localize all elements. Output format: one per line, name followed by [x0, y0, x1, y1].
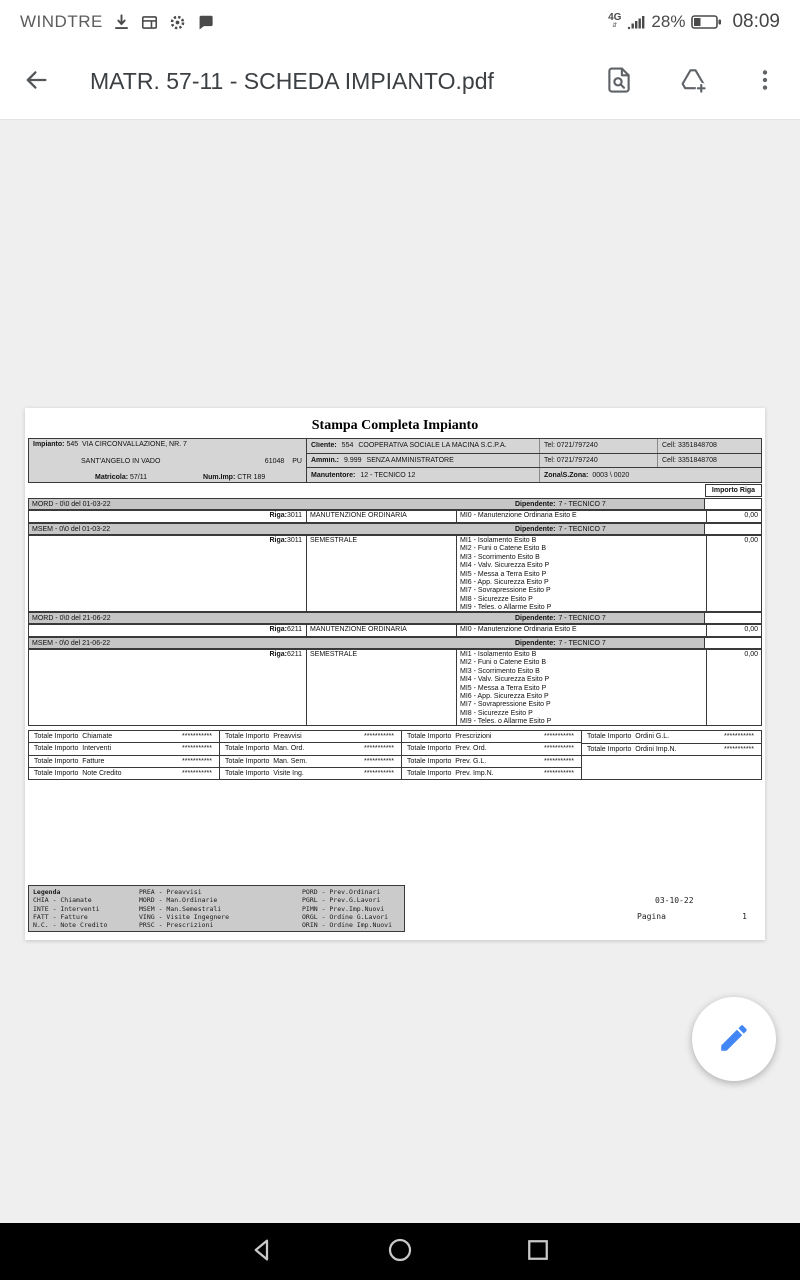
- total-value: ***********: [364, 745, 394, 753]
- row-descrizione: MANUTENZIONE ORDINARIA: [306, 625, 456, 636]
- page-label: Pagina: [637, 912, 666, 921]
- total-value: ***********: [724, 733, 754, 741]
- back-arrow-icon: [22, 66, 50, 97]
- total-label: Totale Importo Ordini Imp.N.: [587, 745, 677, 753]
- riga-label: Riga:: [269, 512, 287, 519]
- esito-line: MI2 - Funi o Catene Esito B: [460, 545, 546, 553]
- esito-line: MI7 - Sovrapressione Esito P: [460, 701, 551, 709]
- band-importo-cell: [705, 498, 762, 510]
- chat-bubble-icon: [196, 13, 215, 32]
- legenda-entry: PREA - Preavvisi: [139, 888, 202, 896]
- dipendente-label: Dipendente:: [515, 639, 556, 647]
- riga-label: Riga:: [269, 537, 287, 544]
- total-value: ***********: [364, 733, 394, 741]
- totals-table: [28, 730, 762, 780]
- total-value: ***********: [182, 733, 212, 741]
- riga-number: 3011: [286, 537, 302, 544]
- riga-number: 3011: [286, 512, 302, 519]
- impianto-address: VIA CIRCONVALLAZIONE, NR. 7: [82, 441, 187, 448]
- esito-line: MI6 - App. Sicurezza Esito P: [460, 579, 549, 587]
- esito-line: MI7 - Sovrapressione Esito P: [460, 587, 551, 595]
- esito-line: MI0 - Manutenzione Ordinaria Esito E: [460, 626, 577, 633]
- legenda-entry: CHIA - Chiamate: [33, 896, 92, 905]
- zona-value: 0003 \ 0020: [592, 471, 630, 479]
- battery-icon: [691, 14, 722, 30]
- row-descrizione: SEMESTRALE: [306, 650, 456, 725]
- legenda-entry: PGRL - Prev.G.Lavori: [302, 896, 381, 905]
- total-label: Totale Importo Prev. Ord.: [407, 745, 487, 753]
- dipendente-value: 7 - TECNICO 7: [558, 614, 606, 622]
- battery-percent-label: 28%: [651, 12, 686, 31]
- sim-toolkit-icon: [140, 13, 159, 32]
- table-row: [28, 510, 762, 523]
- zona-label: Zona\S.Zona:: [544, 471, 589, 479]
- ammin-name: SENZA AMMINISTRATORE: [366, 457, 454, 464]
- esito-line: MI5 - Messa a Terra Esito P: [460, 570, 547, 578]
- cliente-label: Cliente:: [311, 442, 337, 450]
- ammin-tel: Tel: 0721/797240: [539, 454, 657, 468]
- legenda-entry: PIMN - Prev.Imp.Nuovi: [302, 904, 385, 913]
- ammin-code: 9.999: [344, 457, 362, 464]
- table-row: [28, 624, 762, 637]
- nav-home-button[interactable]: [385, 1235, 415, 1268]
- total-value: ***********: [544, 733, 574, 741]
- manutentore-value: 12 - TECNICO 12: [360, 471, 416, 479]
- total-value: ***********: [364, 769, 394, 777]
- riga-number: 6211: [286, 651, 302, 658]
- app-bar: [0, 44, 800, 120]
- dipendente-label: Dipendente:: [515, 500, 556, 508]
- esito-line: MI0 - Manutenzione Ordinaria Esito E: [460, 512, 577, 519]
- section-band: [28, 523, 762, 535]
- dipendente-value: 7 - TECNICO 7: [558, 500, 606, 508]
- drive-add-icon: [678, 65, 708, 98]
- esito-line: MI9 - Teles. o Allarme Esito P: [460, 718, 552, 726]
- total-label: Totale Importo Note Credito: [34, 769, 122, 777]
- total-label: Totale Importo Chiamate: [34, 733, 113, 741]
- impianto-header-box: [28, 438, 762, 483]
- legenda-entry: PORD - Prev.Ordinari: [302, 888, 381, 896]
- legenda-box: [28, 885, 405, 932]
- print-date: 03-10-22: [655, 896, 694, 905]
- total-label: Totale Importo Fatture: [34, 757, 105, 765]
- legenda-title: Legenda: [33, 888, 61, 896]
- legenda-entry: ORIN - Ordine Imp.Nuovi: [302, 921, 393, 930]
- impianto-prov: PU: [292, 457, 302, 465]
- row-descrizione: MANUTENZIONE ORDINARIA: [306, 511, 456, 522]
- esito-line: MI6 - App. Sicurezza Esito P: [460, 693, 549, 701]
- legenda-entry: INTE - Interventi: [33, 904, 100, 913]
- esito-line: MI1 - Isolamento Esito B: [460, 537, 537, 544]
- carrier-label: WINDTRE: [20, 12, 103, 31]
- band-importo-cell: [705, 523, 762, 535]
- row-importo: 0,00: [706, 536, 761, 611]
- esito-line: MI3 - Scorrimento Esito B: [460, 667, 540, 675]
- nav-recents-icon: [523, 1235, 553, 1268]
- riga-number: 6211: [286, 626, 302, 633]
- report-title: Stampa Completa Impianto: [311, 418, 479, 433]
- impianto-city: SANT'ANGELO IN VADO: [81, 457, 161, 465]
- band-text: MORD - 0\0 del 01-03-22: [32, 500, 111, 508]
- total-value: ***********: [182, 769, 212, 777]
- nav-back-icon: [247, 1235, 277, 1268]
- numimp-label: Num.Imp:: [203, 474, 236, 481]
- dipendente-value: 7 - TECNICO 7: [558, 639, 606, 647]
- band-text: MSEM - 0\0 del 01-03-22: [32, 525, 111, 533]
- importo-riga-header: Importo Riga: [705, 484, 762, 497]
- row-descrizione: SEMESTRALE: [306, 536, 456, 611]
- table-row: [28, 649, 762, 726]
- row-importo: 0,00: [706, 625, 761, 636]
- impianto-label: Impianto:: [33, 441, 65, 448]
- android-nav-bar: [0, 1223, 800, 1280]
- band-text: MORD - 0\0 del 21-06-22: [32, 614, 111, 622]
- total-value: ***********: [364, 757, 394, 765]
- total-value: ***********: [182, 757, 212, 765]
- band-text: MSEM - 0\0 del 21-06-22: [32, 639, 111, 647]
- cliente-tel: Tel: 0721/797240: [539, 439, 657, 453]
- matricola-label: Matricola:: [95, 474, 129, 481]
- row-importo: 0,00: [706, 511, 761, 522]
- band-importo-cell: [705, 637, 762, 649]
- nav-recents-button[interactable]: [523, 1235, 553, 1268]
- numimp-value: CTR 189: [237, 474, 266, 481]
- manutentore-label: Manutentore:: [311, 471, 356, 479]
- page-number: 1: [742, 912, 747, 921]
- document-title: MATR. 57-11 - SCHEDA IMPIANTO.pdf: [90, 68, 494, 94]
- total-label: Totale Importo Preavvisi: [225, 733, 302, 741]
- row-importo: 0,00: [706, 650, 761, 725]
- esito-line: MI4 - Valv. Sicurezza Esito P: [460, 562, 550, 570]
- table-row: [28, 535, 762, 612]
- pencil-icon: [717, 1021, 751, 1058]
- clock-label: 08:09: [732, 11, 780, 32]
- edit-fab-button[interactable]: [692, 997, 776, 1081]
- cliente-code: 554: [341, 442, 354, 450]
- network-type-label: 4G ⇵: [608, 12, 622, 29]
- esito-line: MI5 - Messa a Terra Esito P: [460, 684, 547, 692]
- esito-line: MI1 - Isolamento Esito B: [460, 651, 537, 658]
- section-band: [28, 637, 762, 649]
- signal-strength-icon: [627, 14, 645, 30]
- impianto-code: 545: [66, 441, 79, 448]
- esito-line: MI8 - Sicurezze Esito P: [460, 709, 533, 717]
- total-value: ***********: [544, 745, 574, 753]
- total-label: Totale Importo Man. Sem.: [225, 757, 308, 765]
- total-value: ***********: [544, 757, 574, 765]
- esito-line: MI2 - Funi o Catene Esito B: [460, 659, 546, 667]
- riga-label: Riga:: [269, 651, 287, 658]
- download-icon: [112, 13, 131, 32]
- pdf-viewer-area[interactable]: [0, 120, 800, 1223]
- total-label: Totale Importo Interventi: [34, 745, 112, 753]
- find-in-document-button[interactable]: [604, 65, 634, 98]
- riga-label: Riga:: [269, 626, 287, 633]
- total-label: Totale Importo Ordini G.L.: [587, 733, 670, 741]
- legenda-entry: N.C. - Note Credito: [33, 921, 108, 930]
- legenda-entry: VING - Visite Ingegnere: [139, 912, 230, 921]
- find-in-page-icon: [604, 65, 634, 98]
- totals-empty-cell: [582, 756, 761, 779]
- dipendente-label: Dipendente:: [515, 614, 556, 622]
- total-label: Totale Importo Prescrizioni: [407, 733, 492, 741]
- ammin-cell: Cell: 3351848708: [657, 454, 761, 468]
- legenda-entry: FATT - Fatture: [33, 912, 88, 921]
- three-dots-icon: [752, 67, 778, 96]
- band-importo-cell: [705, 612, 762, 624]
- cliente-name: COOPERATIVA SOCIALE LA MACINA S.C.P.A.: [358, 442, 507, 450]
- total-label: Totale Importo Prev. G.L.: [407, 757, 487, 765]
- total-label: Totale Importo Visite Ing.: [225, 769, 304, 777]
- status-bar: [0, 0, 800, 44]
- legenda-entry: MSEM - Man.Semestrali: [139, 904, 222, 913]
- total-value: ***********: [182, 745, 212, 753]
- pdf-page: [25, 408, 765, 940]
- esito-line: MI9 - Teles. o Allarme Esito P: [460, 604, 552, 612]
- add-to-drive-button[interactable]: [678, 65, 708, 98]
- total-value: ***********: [544, 769, 574, 777]
- dipendente-value: 7 - TECNICO 7: [558, 525, 606, 533]
- section-band: [28, 612, 762, 624]
- overflow-menu-button[interactable]: [752, 67, 778, 96]
- matricola-value: 57/11: [130, 474, 148, 481]
- dipendente-label: Dipendente:: [515, 525, 556, 533]
- gear-icon: [168, 13, 187, 32]
- legenda-entry: PRSC - Prescrizioni: [139, 921, 214, 930]
- ammin-label: Ammin.:: [311, 457, 339, 464]
- esito-line: MI4 - Valv. Sicurezza Esito P: [460, 676, 550, 684]
- total-value: ***********: [724, 745, 754, 753]
- impianto-cap: 61048: [264, 457, 285, 465]
- esito-line: MI3 - Scorrimento Esito B: [460, 553, 540, 561]
- nav-back-button[interactable]: [247, 1235, 277, 1268]
- cliente-cell: Cell: 3351848708: [657, 439, 761, 453]
- back-button[interactable]: [22, 66, 50, 97]
- esito-line: MI8 - Sicurezze Esito P: [460, 595, 533, 603]
- legenda-entry: MORD - Man.Ordinarie: [139, 896, 218, 905]
- total-label: Totale Importo Prev. Imp.N.: [407, 769, 494, 777]
- section-band: [28, 498, 762, 510]
- nav-home-icon: [385, 1235, 415, 1268]
- total-label: Totale Importo Man. Ord.: [225, 745, 305, 753]
- legenda-entry: ORGL - Ordine G.Lavori: [302, 912, 389, 921]
